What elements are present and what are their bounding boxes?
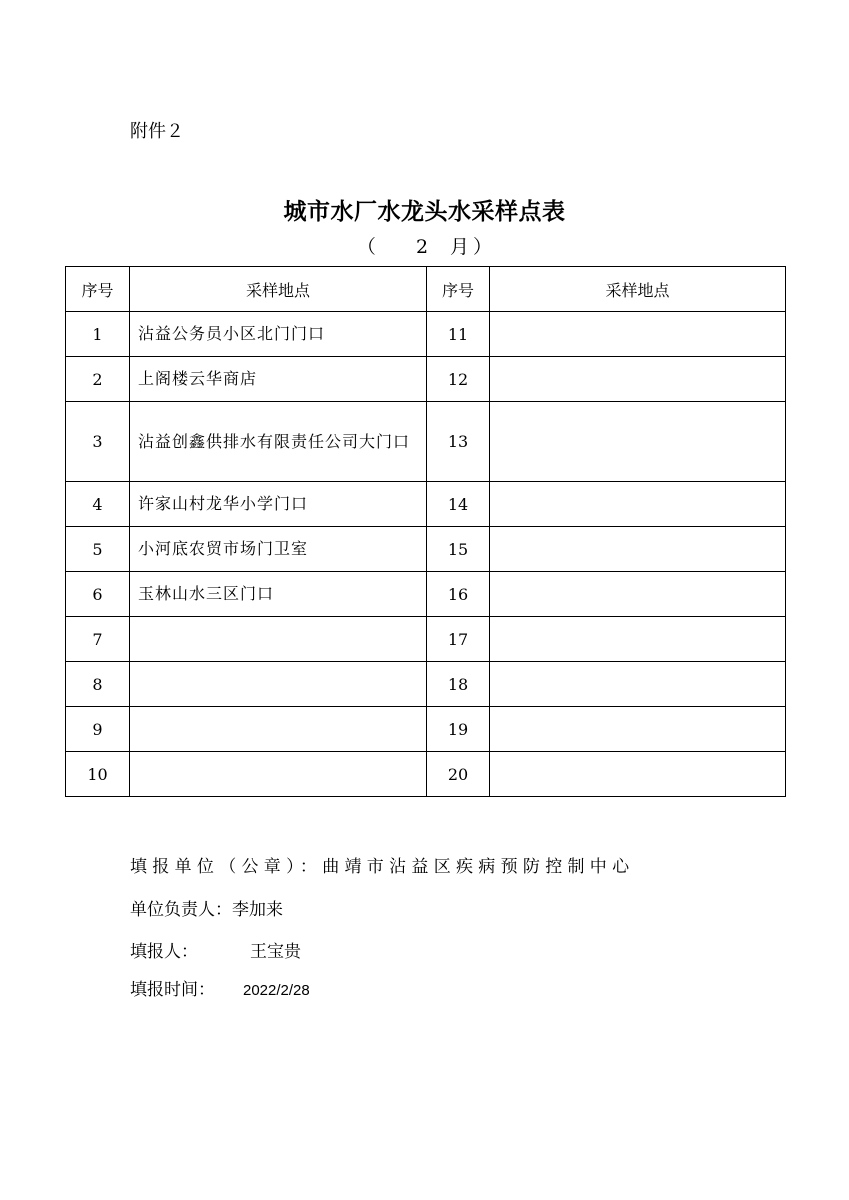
seq-cell: 17 [427, 617, 490, 662]
report-time-line [130, 975, 310, 1000]
seq-cell: 16 [427, 572, 490, 617]
seq-cell: 6 [66, 572, 130, 617]
month-paren-close: ） [473, 236, 493, 258]
header-site-right: 采样地点 [490, 267, 786, 312]
unit-head-line: 单位负责人：李加来 [130, 900, 283, 920]
seq-cell: 7 [66, 617, 130, 662]
table-header-row [66, 267, 786, 312]
table-row [66, 707, 786, 752]
table-row [66, 752, 786, 797]
table-row [66, 312, 786, 357]
seq-cell: 18 [427, 662, 490, 707]
seq-cell: 10 [66, 752, 130, 797]
site-cell [490, 527, 786, 572]
reporter-label: 填报人： [130, 942, 198, 962]
table-row [66, 617, 786, 662]
month-paren-open: （ [356, 236, 376, 258]
site-cell [490, 662, 786, 707]
seq-cell: 12 [427, 357, 490, 402]
seq-cell: 1 [66, 312, 130, 357]
month-unit: 月 [450, 236, 470, 258]
site-cell [490, 707, 786, 752]
seq-cell: 5 [66, 527, 130, 572]
seq-cell: 9 [66, 707, 130, 752]
table-row [66, 402, 786, 482]
report-time-value: 2022/2/28 [243, 982, 310, 999]
site-cell: 玉林山水三区门口 [130, 572, 427, 617]
site-cell [490, 357, 786, 402]
site-cell [130, 617, 427, 662]
table-row [66, 662, 786, 707]
table-row [66, 527, 786, 572]
seq-cell: 4 [66, 482, 130, 527]
site-cell: 许家山村龙华小学门口 [130, 482, 427, 527]
site-cell [130, 707, 427, 752]
page-title: 城市水厂水龙头水采样点表 [283, 199, 566, 225]
seq-cell: 2 [66, 357, 130, 402]
site-cell [490, 572, 786, 617]
seq-cell: 13 [427, 402, 490, 482]
table-row [66, 357, 786, 402]
reporting-unit-line: 填报单位（公章）：曲靖市沾益区疾病预防控制中心 [130, 857, 635, 877]
seq-cell: 19 [427, 707, 490, 752]
site-cell: 上阁楼云华商店 [130, 357, 427, 402]
seq-cell: 14 [427, 482, 490, 527]
reporter-name: 王宝贵 [250, 942, 301, 962]
header-seq-right: 序号 [427, 267, 490, 312]
seq-cell: 20 [427, 752, 490, 797]
site-cell: 沾益公务员小区北门门口 [130, 312, 427, 357]
site-cell [490, 617, 786, 662]
site-cell [490, 402, 786, 482]
site-cell [130, 752, 427, 797]
site-cell [490, 752, 786, 797]
site-cell: 小河底农贸市场门卫室 [130, 527, 427, 572]
site-cell [130, 662, 427, 707]
month-value: 2 [415, 236, 429, 258]
header-seq-left: 序号 [66, 267, 130, 312]
site-cell [490, 312, 786, 357]
attachment-label: 附件２ [130, 121, 184, 142]
seq-cell: 8 [66, 662, 130, 707]
seq-cell: 15 [427, 527, 490, 572]
sampling-sites-table [65, 266, 786, 797]
table-row [66, 572, 786, 617]
site-cell: 沾益创鑫供排水有限责任公司大门口 [130, 402, 427, 482]
seq-cell: 11 [427, 312, 490, 357]
report-time-label: 填报时间： [130, 980, 215, 1000]
month-line [0, 232, 849, 259]
header-site-left: 采样地点 [130, 267, 427, 312]
reporter-line [130, 937, 301, 962]
seq-cell: 3 [66, 402, 130, 482]
table-row [66, 482, 786, 527]
site-cell [490, 482, 786, 527]
